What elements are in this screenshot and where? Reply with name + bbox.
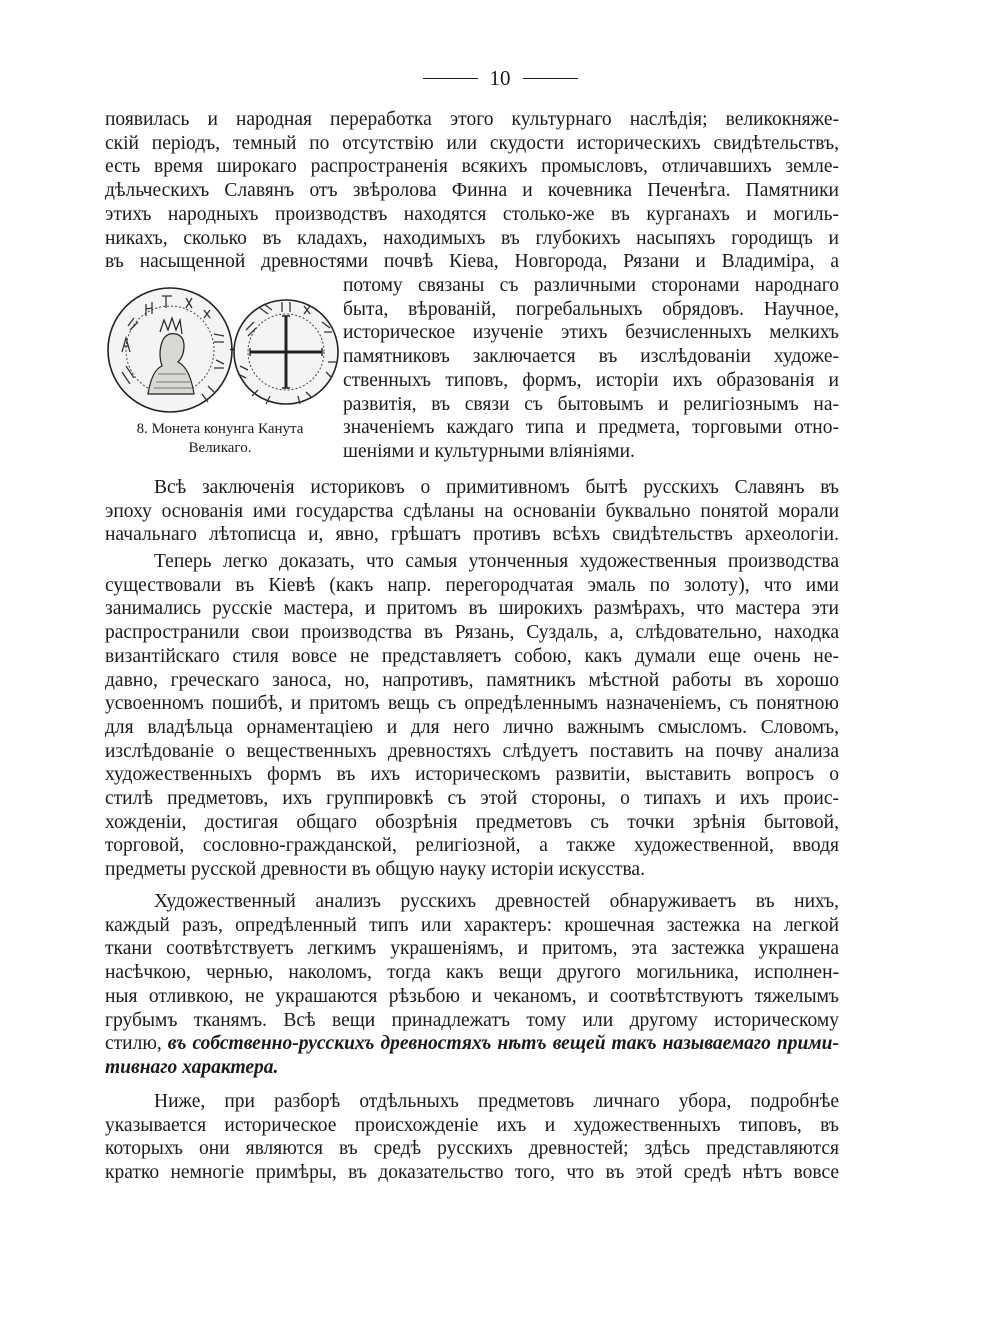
text-line: указывается историческое происхожденіе ихъ и художественныхъ типовъ, въ [105, 1114, 839, 1136]
text-line: Ниже, при разборѣ отдѣльныхъ предметовъ личнаго убора, подробнѣе [154, 1091, 839, 1112]
text-line: ственныхъ типовъ, формъ, исторіи ихъ образованія и [343, 369, 839, 391]
text-line: появилась и народная переработка этого культурнаго наслѣдія; великокняже- [105, 109, 839, 130]
text-line: византійскаго стиля вовсе не представляетъ собою, какъ думали еще очень не- [105, 645, 839, 667]
text-line: Теперь легко доказать, что самыя утонченныя художественныя производства [154, 551, 839, 572]
text-line: существовали въ Кіевѣ (какъ напр. перегородчатая эмаль по золоту), что ими [105, 574, 839, 596]
emphasis-text: въ собственно-русскихъ древностяхъ нѣтъ вещей такъ называемаго прими- [167, 1033, 839, 1055]
text-line: шеніями и культурными вліяніями. [343, 440, 635, 462]
figure-coin [100, 282, 340, 462]
text-line: занимались русскіе мастера, и притомъ въ широкихъ размѣрахъ, что мастера эти [105, 598, 839, 620]
emphasis-line: тивнаго характера. [105, 1056, 279, 1078]
coin-illustration [100, 282, 340, 422]
text-line: дѣльческихъ Славянъ отъ звѣролова Финна и кочевника Печенѣга. Памятники [105, 180, 839, 202]
text-line: стилѣ предметовъ, ихъ группировкѣ съ этой стороны, о типахъ и ихъ проис- [105, 788, 839, 810]
text-line: ныя отливкою, не украшаются рѣзьбою и чеканомъ, и соотвѣтствуютъ тяжелымъ [105, 985, 839, 1007]
text-line: предметы русской древности въ общую науку исторіи искусства. [105, 859, 645, 881]
coin-reverse [234, 300, 338, 404]
text-line: значеніемъ каждаго типа и предмета, торговыми отно- [343, 417, 839, 439]
text-line: есть время широкаго распространенія всякихъ промысловъ, отличавшихъ земле- [105, 156, 839, 178]
text-line: кратко немногіе примѣры, въ доказательство того, что въ этой средѣ нѣтъ вовсе [105, 1162, 839, 1184]
caption-line-2: Великаго. [188, 440, 252, 456]
caption-line-1: 8. Монета конунга Канута [136, 421, 304, 437]
text-line: эпоху основанія ими государства сдѣланы на основаніи буквально понятой морали [105, 500, 839, 522]
text-line: начальнаго лѣтописца и, явно, грѣшатъ противъ всѣхъ свидѣтельствъ археологіи. [105, 524, 839, 546]
text-line: торговой, сословно-гражданской, религіозной, а также художественной, вводя [105, 835, 839, 857]
text-line: ткани соотвѣтствуетъ легкимъ украшеніямъ, и притомъ, эта застежка украшена [105, 938, 839, 960]
text-line: давно, греческаго заноса, но, напротивъ, памятникъ мѣстной работы въ хорошо [105, 669, 839, 691]
paragraph-intro [105, 108, 839, 274]
text-line: изслѣдованіе о вещественныхъ древностяхъ слѣдуетъ поставить на почву анализа [105, 740, 839, 762]
header-rule-left [423, 78, 478, 79]
text-line: насѣчкою, чернью, наколомъ, тогда какъ вещи другого могильника, исполнен- [105, 962, 839, 984]
paragraph-4 [105, 890, 839, 1080]
text-line: никахъ, сколько въ кладахъ, находимыхъ въ глубокихъ насыпяхъ городищъ и [105, 227, 839, 249]
text-line: быта, вѣрованій, погребальныхъ обрядовъ. Научное, [343, 298, 839, 320]
text-line: скій періодъ, темный по отсутствію или скудости историческихъ свидѣтельствъ, [105, 132, 839, 154]
text-line: каждый разъ, опредѣленный типъ или характеръ: крошечная застежка на легкой [105, 914, 839, 936]
paragraph-5 [105, 1090, 839, 1185]
text-line: распространили свои производства въ Рязань, Суздаль, а, слѣдовательно, находка [105, 622, 839, 644]
page-number: 10 [489, 65, 511, 90]
header-rule-right [523, 78, 578, 79]
text-line: хожденіи, достигая общаго обозрѣнія предметовъ съ точки зрѣнія бытовой, [105, 811, 839, 833]
text-line: этихъ народныхъ производствъ находятся столько-же въ курганахъ и могиль- [105, 203, 839, 225]
coin-obverse [108, 288, 232, 412]
text-line: которыхъ они являются въ средѣ русскихъ древностей; здѣсь представляются [105, 1138, 839, 1160]
text-line: Всѣ заключенія историковъ о примитивномъ бытѣ русскихъ Славянъ въ [154, 477, 839, 498]
text-line: историческое изученіе этихъ безчисленныхъ мелкихъ [343, 322, 839, 344]
text-line: Художественный анализъ русскихъ древностей обнаруживаетъ въ нихъ, [154, 891, 839, 912]
text-line: развитія, въ связи съ бытовымъ и религіознымъ на- [343, 393, 839, 415]
text-line-mixed [105, 1032, 839, 1056]
paragraph-wrap [343, 274, 839, 464]
text-line: памятниковъ заключается въ изслѣдованіи художе- [343, 346, 839, 368]
text-line: грубымъ тканямъ. Всѣ вещи принадлежатъ тому или другому историческому [105, 1009, 839, 1031]
text-line: художественныхъ формъ въ ихъ историческомъ развитіи, выставить вопросъ о [105, 764, 839, 786]
figure-caption [100, 420, 340, 458]
paragraph-2 [105, 476, 839, 547]
text-line: усвоенномъ пошибѣ, и притомъ вещь съ опредѣленнымъ назначеніемъ, съ понятною [105, 693, 839, 715]
text-line: потому связаны съ различными сторонами народнаго [343, 275, 839, 296]
paragraph-3 [105, 550, 839, 882]
text-line: въ насыщенной древностями почвѣ Кіева, Новгорода, Рязани и Владиміра, а [105, 251, 839, 273]
text-line: для владѣльца орнаментаціею и для него лично важнымъ смысломъ. Словомъ, [105, 716, 839, 738]
plain-text: стилю, [105, 1033, 168, 1055]
page-header [0, 64, 1000, 92]
